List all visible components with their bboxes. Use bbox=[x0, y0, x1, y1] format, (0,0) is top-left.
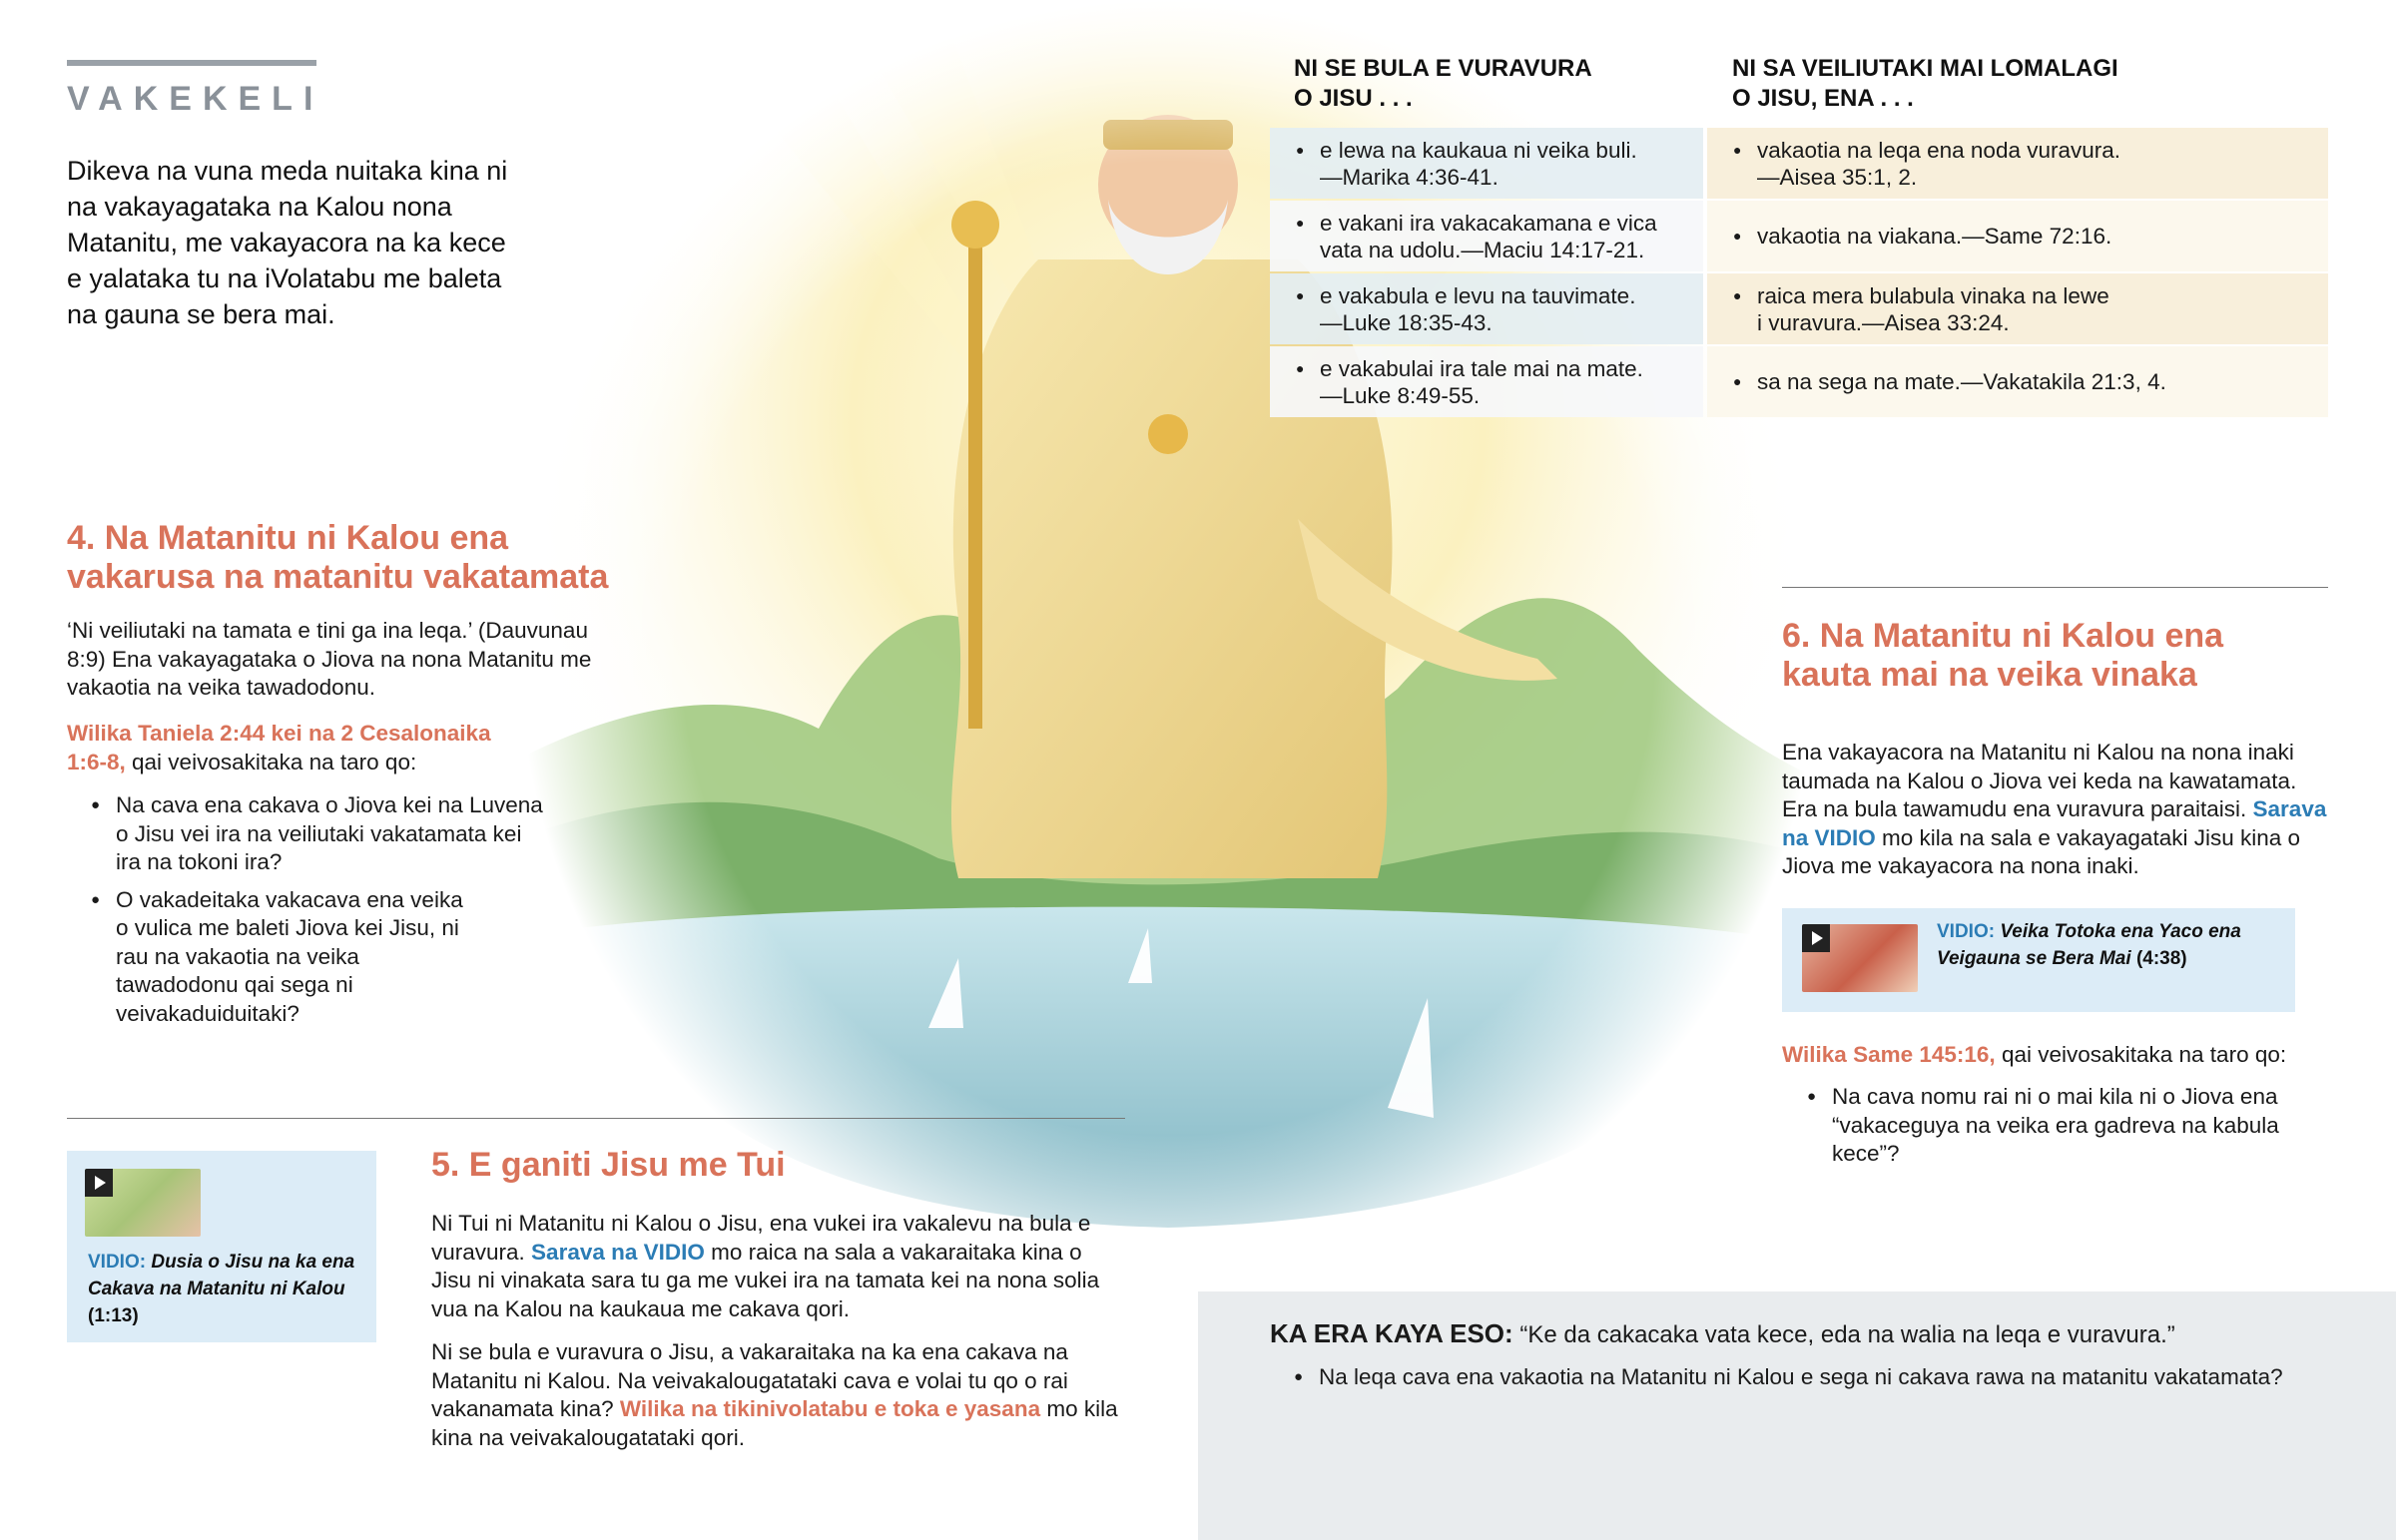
section-6-read-ref[interactable]: Wilika Same 145:16, bbox=[1782, 1042, 1996, 1067]
section-5-paragraph-1 bbox=[431, 1210, 1120, 1323]
video-duration: (1:13) bbox=[88, 1305, 139, 1326]
section-6-read-rest: qai veivosakitaka na taro qo: bbox=[1995, 1042, 2287, 1067]
cell-line: e vakabulai ira tale mai na mate. bbox=[1320, 355, 1643, 381]
objection-line bbox=[1270, 1319, 2368, 1350]
question-item: ● Na leqa cava ena vakaotia na Matanitu ni Kalou e sega ni cakava rawa na matanitu vakatamata? bbox=[1294, 1363, 2372, 1392]
table-row-col1 bbox=[1270, 201, 1703, 271]
table-header-col2 bbox=[1732, 54, 2118, 114]
play-icon[interactable] bbox=[85, 1169, 113, 1197]
section-4-paragraph: ‘Ni veiliutaki na tamata e tini ga ina leqa.’ (Dauvunau 8:9) Ena vakayagataka o Jiova na nona Matanitu me vakaotia na veika tawadodonu. bbox=[67, 618, 592, 700]
section-6-rule bbox=[1782, 587, 2328, 588]
table-header-col1-line1: NI SE BULA E VURAVURA bbox=[1294, 55, 1592, 82]
cell-line: —Luke 18:35-43. bbox=[1320, 309, 1493, 335]
cell-line: sa na sega na mate.—Vakatakila 21:3, 4. bbox=[1757, 369, 2166, 394]
cell-line: vata na udolu.—Maciu 14:17-21. bbox=[1320, 237, 1645, 262]
section-6-read-line bbox=[1782, 1041, 2328, 1070]
section-5-rule bbox=[67, 1118, 1125, 1119]
section-6-video-caption bbox=[1937, 918, 2276, 972]
section-6-title-line2: kauta mai na veika vinaka bbox=[1782, 656, 2197, 694]
section-5-text-c: Ni se bula e vuravura o Jisu, a vakaraitaka na ka ena cakava na Matanitu ni Kalou. Na veivakalougatataki cava e volai tu qo o rai vakanamata kina? bbox=[431, 1339, 1068, 1421]
video-thumbnail[interactable] bbox=[1802, 924, 1918, 992]
section-4-read-ref[interactable]: Wilika Taniela 2:44 kei na 2 Cesalonaika 1:6-8, bbox=[67, 721, 491, 774]
cell-line: vakaotia na viakana.—Same 72:16. bbox=[1757, 224, 2112, 249]
section-4-title bbox=[67, 519, 626, 597]
table-header-col2-line1: NI SA VEILIUTAKI MAI LOMALAGI bbox=[1732, 55, 2118, 82]
section-4-read-rest: qai veivosakitaka na taro qo: bbox=[125, 749, 417, 774]
question-item: ● Na cava nomu rai ni o mai kila ni o Jiova ena “vakaceguya na veika era gadreva na kabula kece”? bbox=[1807, 1083, 2296, 1169]
table-header-col1 bbox=[1294, 54, 1592, 114]
video-thumbnail[interactable] bbox=[85, 1169, 201, 1237]
video-duration: (4:38) bbox=[2135, 948, 2187, 969]
video-label: VIDIO: bbox=[88, 1252, 147, 1273]
section-5-video-caption bbox=[88, 1249, 367, 1329]
page-kicker: VAKEKELI bbox=[67, 80, 324, 118]
section-5-text-d: mo kila kina na veivakalougatataki qori. bbox=[431, 1396, 1118, 1450]
section-5-paragraph-2 bbox=[431, 1338, 1120, 1452]
section-6-video-link[interactable]: Sarava na VIDIO bbox=[1782, 796, 2327, 850]
table-header-col2-line2: O JISU, ENA . . . bbox=[1732, 85, 1914, 112]
table-row-col2 bbox=[1707, 201, 2328, 271]
section-4-read-line bbox=[67, 720, 526, 776]
cell-line: i vuravura.—Aisea 33:24. bbox=[1757, 309, 2010, 335]
section-6-title-line1: 6. Na Matanitu ni Kalou ena bbox=[1782, 617, 2224, 655]
cell-line: e vakabula e levu na tauvimate. bbox=[1320, 282, 1636, 308]
objection-questions bbox=[1294, 1363, 2372, 1401]
section-5-video-link[interactable]: Sarava na VIDIO bbox=[531, 1239, 705, 1265]
cell-line: e vakani ira vakacakamana e vica bbox=[1320, 210, 1657, 236]
video-title: Veika Totoka ena Yaco ena Veigauna se Bera Mai bbox=[1937, 921, 2241, 969]
cell-line: —Aisea 35:1, 2. bbox=[1757, 164, 1918, 190]
section-5-title: 5. E ganiti Jisu me Tui bbox=[431, 1146, 786, 1184]
section-6-text-b: mo kila na sala e vakayagataki Jisu kina o Jiova me vakayacora na nona inaki. bbox=[1782, 824, 2301, 878]
section-6-title bbox=[1782, 617, 2341, 695]
cell-line: vakaotia na leqa ena noda vuravura. bbox=[1757, 137, 2121, 163]
section-6-video-card[interactable] bbox=[1782, 908, 2295, 1012]
cell-line: —Luke 8:49-55. bbox=[1320, 382, 1481, 408]
top-rule bbox=[67, 60, 316, 66]
section-4 bbox=[67, 519, 626, 597]
table-row-col1 bbox=[1270, 273, 1703, 344]
section-5-text-b: mo raica na sala a vakaraitaka kina o Jisu ni vinakata sara tu ga me vukei ira na tamata kei na nona solia vua na Kalou na kaukaua me cakava qori. bbox=[431, 1239, 1100, 1321]
section-5-video-card[interactable] bbox=[67, 1151, 376, 1342]
table-header-col1-line2: O JISU . . . bbox=[1294, 85, 1413, 112]
cell-line: —Marika 4:36-41. bbox=[1320, 164, 1498, 190]
video-label: VIDIO: bbox=[1937, 921, 1996, 942]
section-6-questions bbox=[1807, 1083, 2296, 1178]
table-row-col2 bbox=[1707, 128, 2328, 199]
question-item: ● Na cava ena cakava o Jiova kei na Luvena o Jisu vei ira na veiliutaki vakatamata kei ira na tokoni ira? bbox=[91, 791, 550, 877]
section-6-paragraph bbox=[1782, 739, 2328, 881]
section-5-text-a: Ni Tui ni Matanitu ni Kalou o Jisu, ena vukei ira vakalevu na bula e vuravura. bbox=[431, 1211, 1091, 1265]
question-item: ● O vakadeitaka vakacava ena veika o vulica me baleti Jiova kei Jisu, ni rau na vakaotia na veika tawadodonu qai sega ni veivakaduiduitaki? bbox=[91, 886, 475, 1029]
objection-quote: “Ke da cakacaka vata kece, eda na walia na leqa e vuravura.” bbox=[1519, 1321, 2175, 1348]
play-icon[interactable] bbox=[1802, 924, 1830, 952]
table-row-col2 bbox=[1707, 273, 2328, 344]
section-5-scripture-link[interactable]: Wilika na tikinivolatabu e toka e yasana bbox=[619, 1396, 1041, 1421]
section-4-title-line1: 4. Na Matanitu ni Kalou ena bbox=[67, 519, 509, 557]
intro-paragraph: Dikeva na vuna meda nuitaka kina ni na vakayagataka na Kalou nona Matanitu, me vakayacora na ka kece e yalataka tu na iVolatabu me baleta na gauna se bera mai. bbox=[67, 156, 508, 329]
section-4-questions bbox=[91, 791, 550, 1037]
cell-line: e lewa na kaukaua ni veika buli. bbox=[1320, 137, 1637, 163]
cell-line: raica mera bulabula vinaka na lewe bbox=[1757, 282, 2109, 308]
table-row-col2 bbox=[1707, 346, 2328, 417]
section-6-text-a: Ena vakayacora na Matanitu ni Kalou na nona inaki taumada na Kalou o Jiova vei keda na kawatamata. Era na bula tawamudu ena vuravura paraitaisi. bbox=[1782, 740, 2297, 821]
video-title: Dusia o Jisu na ka ena Cakava na Matanitu ni Kalou bbox=[88, 1252, 355, 1299]
table-row-col1 bbox=[1270, 128, 1703, 199]
section-4-title-line2: vakarusa na matanitu vakatamata bbox=[67, 558, 609, 596]
table-row-col1 bbox=[1270, 346, 1703, 417]
objection-label: KA ERA KAYA ESO: bbox=[1270, 1318, 1513, 1348]
